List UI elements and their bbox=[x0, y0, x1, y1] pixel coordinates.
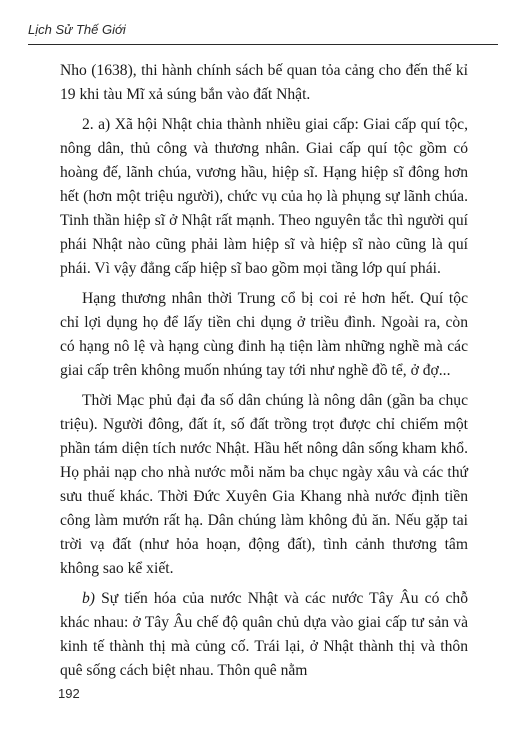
paragraph-continuation bbox=[60, 59, 468, 107]
paragraph-text: Xã hội Nhật chia thành nhiều giai cấp: Giai cấp quí tộc, nông dân, thủ công và thương nhân. Giai cấp quí tộc gồm có hoàng đế, lãnh chúa, vương hầu, hiệp sĩ. Hạng hiệp sĩ đông hơn hết (hơn một triệu người), chức vụ của họ là phụng sự lãnh chúa. Tinh thần hiệp sĩ ở Nhật rất mạnh. Theo nguyên tắc thì người quí phái Nhật nào cũng phải làm hiệp sĩ và hiệp sĩ nào cũng là quí phái. Vì vậy đẳng cấp hiệp sĩ bao gồm mọi tầng lớp quí phái. bbox=[60, 116, 469, 277]
section-marker: b) bbox=[82, 590, 95, 607]
paragraph-text: Nho (1638), thi hành chính sách bế quan tỏa cảng cho đến thế kỉ 19 khi tàu Mĩ xả súng bắn vào đất Nhật. bbox=[60, 62, 468, 103]
section-marker: 2. a) bbox=[82, 116, 111, 133]
paragraph-text: Thời Mạc phủ đại đa số dân chúng là nông dân (gần ba chục triệu). Người đông, đất ít, số đất trồng trọt được chỉ chiếm một phần tám diện tích nước Nhật. Hầu hết nông dân sống kham khổ. Họ phải nạp cho nhà nước mỗi năm ba chục ngày xâu và các thứ sưu thuế khác. Thời Đức Xuyên Gia Khang nhà nước định tiền công làm mướn rất hạ. Dân chúng làm không đủ ăn. Nếu gặp tai trời vạ đất (như hỏa hoạn, động đất), tình cảnh thương tâm không sao kể xiết. bbox=[60, 392, 468, 577]
page-number: 192 bbox=[58, 686, 80, 701]
header-divider bbox=[28, 44, 498, 45]
page-body bbox=[60, 59, 468, 683]
paragraph-text: Sự tiến hóa của nước Nhật và các nước Tây Âu có chỗ khác nhau: ở Tây Âu chế độ quân chủ dựa vào giai cấp tư sản và kinh tế thành thị mà củng cố. Trái lại, ở Nhật thành thị và thôn quê sống cách biệt nhau. Thôn quê nằm bbox=[60, 590, 468, 679]
paragraph-social-classes bbox=[60, 113, 468, 281]
paragraph-text: Hạng thương nhân thời Trung cổ bị coi rẻ hơn hết. Quí tộc chỉ lợi dụng họ để lấy tiền chi dụng ở triều đình. Ngoài ra, còn có hạng nô lệ và hạng cùng đinh hạ tiện làm những nghề mà các giai cấp trên không muốn nhúng tay tới như nghề đồ tể, ở đợ... bbox=[60, 290, 468, 379]
paragraph-comparison bbox=[60, 587, 468, 683]
paragraph-merchants bbox=[60, 287, 468, 383]
paragraph-peasants bbox=[60, 389, 468, 581]
running-header: Lịch Sử Thế Giới bbox=[28, 22, 126, 37]
